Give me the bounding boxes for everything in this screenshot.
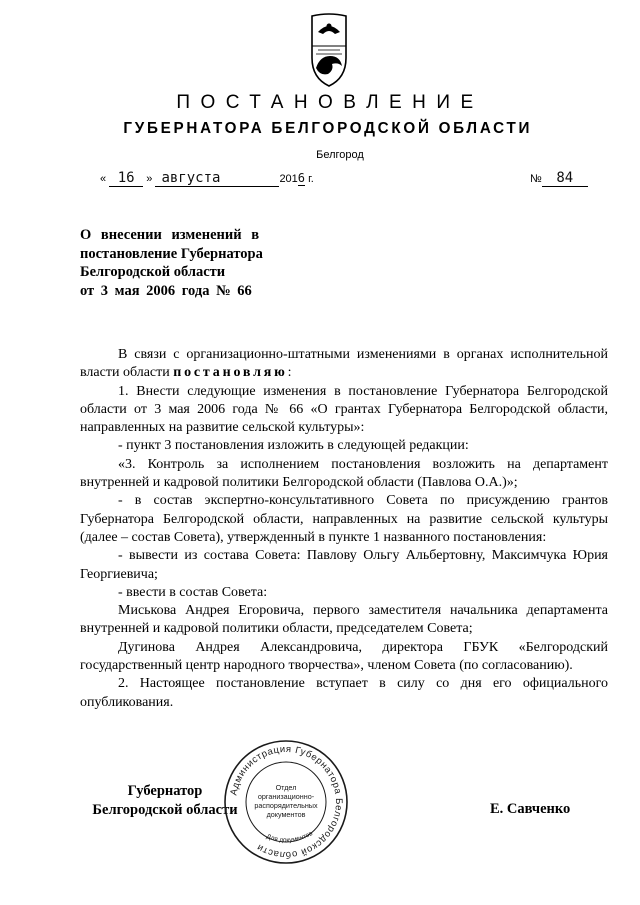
subject-line: от 3 мая 2006 года № 66 <box>80 282 252 299</box>
date-day: 16 <box>109 170 143 187</box>
date-quote-open: « <box>100 173 107 185</box>
body-paragraph: 1. Внести следующие изменения в постановление Губернатора Белгородской области от 3 мая 2006 года № 66 «О грантах Губернатора Белгородской области, направленных на развитие сельской культуры»: <box>80 383 608 436</box>
date-year-suffix: 6 <box>297 171 306 185</box>
date-quote-close: » <box>146 173 153 185</box>
stamp-ring-text: Администрация Губернатора Белгородской области <box>228 743 345 861</box>
body-paragraph: Миськова Андрея Егоровича, первого заместителя начальника департамента внутренней и кадровой политики области, председателем Совета; <box>80 603 608 637</box>
resolution-keyword: постановляю <box>173 365 288 381</box>
official-stamp <box>222 738 350 866</box>
body-text: В связи с организационно-штатными изменениями в органах исполнительной власти области <box>80 347 608 381</box>
body-paragraph <box>80 346 608 383</box>
body-paragraph: Дугинова Андрея Александровича, директора ГБУК «Белгородский государственный центр народного творчества», членом Совета (по согласованию). <box>80 639 608 674</box>
body-text: : <box>287 365 292 381</box>
signatory-name: Е. Савченко <box>490 801 571 817</box>
subject-line: О внесении изменений в <box>80 227 260 243</box>
date-year-abbr: г. <box>308 173 314 185</box>
stamp-center-line: распорядительных <box>254 801 318 810</box>
stamp-center-line: документов <box>266 810 306 819</box>
number-value: 84 <box>542 170 588 187</box>
body-paragraph: - пункт 3 постановления изложить в следующей редакции: <box>118 438 469 454</box>
stamp-bottom-text: Для документов <box>265 830 314 845</box>
body-paragraph: - в состав экспертно-консультативного Совета по присуждению грантов Губернатора Белгородской области, направленных на развитие сельской культуры (далее – состав Совета), утвержденный в пункте 1 названного постановления: <box>80 493 608 545</box>
document-date <box>100 170 314 187</box>
subject-line: Белгородской области <box>80 264 226 280</box>
city-label: Белгород <box>316 149 364 161</box>
subject-line: постановление Губернатора <box>80 245 263 262</box>
coat-of-arms-emblem <box>304 12 354 92</box>
body-paragraph: - вывести из состава Совета: Павлову Ольгу Альбертовну, Максимчука Юрия Георгиевича; <box>80 548 608 582</box>
signatory-position-line: Белгородской области <box>92 802 238 818</box>
document-body <box>80 346 608 712</box>
stamp-center-line: организационно- <box>257 792 315 801</box>
svg-text:Для документов <box>265 830 314 844</box>
document-type-title: ПОСТАНОВЛЕНИЕ <box>176 92 484 113</box>
date-month: августа <box>155 170 279 187</box>
number-label: № <box>530 173 542 185</box>
body-paragraph: «3. Контроль за исполнением постановления возложить на департамент внутренней и кадровой политики Белгородской области (Павлова О.А.)»; <box>80 456 608 491</box>
document-subject <box>80 226 340 300</box>
signatory-position-line: Губернатор <box>127 783 203 799</box>
document-number <box>530 170 588 187</box>
issuing-authority-title: ГУБЕРНАТОРА БЕЛГОРОДСКОЙ ОБЛАСТИ <box>123 120 533 137</box>
body-paragraph: - ввести в состав Совета: <box>118 584 268 600</box>
stamp-center-line: Отдел <box>275 783 297 792</box>
body-paragraph: 2. Настоящее постановление вступает в силу со дня его официального опубликования. <box>80 676 608 710</box>
date-year-prefix: 201 <box>279 173 298 185</box>
